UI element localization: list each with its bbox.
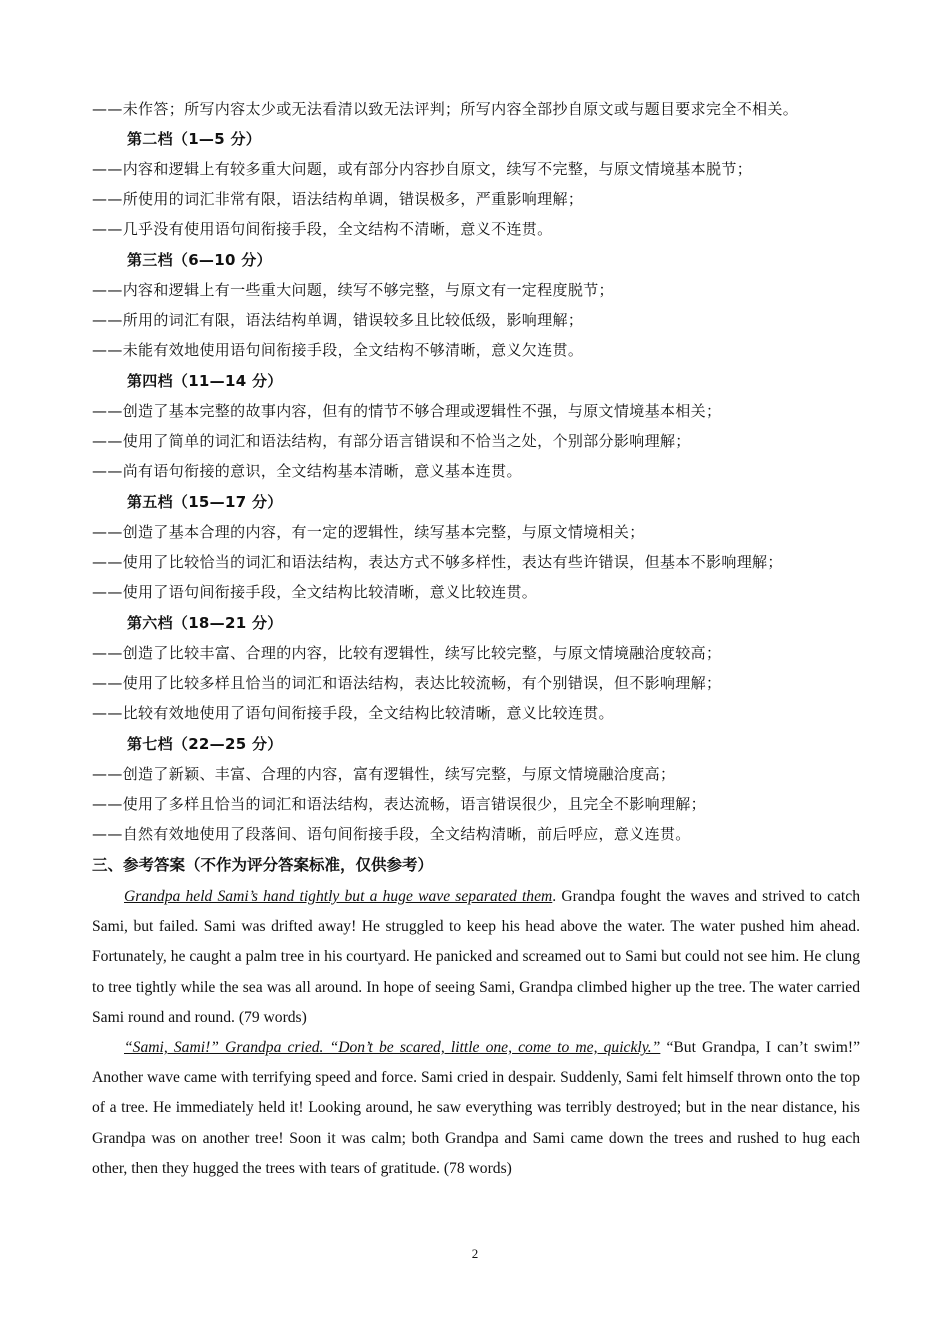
criteria-line: ——创造了比较丰富、合理的内容，比较有逻辑性，续写比较完整，与原文情境融洽度较高； bbox=[92, 644, 722, 662]
tier-heading-2: 第二档（1—5 分） bbox=[127, 130, 262, 148]
tier-heading-4: 第四档（11—14 分） bbox=[127, 372, 283, 390]
tier-heading-3: 第三档（6—10 分） bbox=[127, 251, 272, 269]
criteria-line: ——自然有效地使用了段落间、语句间衔接手段，全文结构清晰，前后呼应，意义连贯。 bbox=[92, 825, 691, 843]
paragraph-body: . Grandpa fought the waves and strived to catch Sami, but failed. Sami was drifted away! He struggled to keep his head above the water. The water pushed him ahead. Fortunately, he caught a palm tree in his courtyard. He panicked and screamed out to Sami but could not see him. He clung to tree tightly while the sea was all around. In hope of seeing Sami, Grandpa climbed higher up the tree. The water carried Sami round and round. (79 words) bbox=[92, 888, 860, 1026]
criteria-line: ——未能有效地使用语句间衔接手段，全文结构不够清晰，意义欠连贯。 bbox=[92, 341, 584, 359]
reference-answer-paragraph-2 bbox=[92, 1033, 860, 1184]
criteria-line: ——创造了基本合理的内容，有一定的逻辑性，续写基本完整，与原文情境相关； bbox=[92, 523, 645, 541]
criteria-line-tier1: ——未作答；所写内容太少或无法看清以致无法评判；所写内容全部抄自原文或与题目要求完全不相关。 bbox=[92, 100, 799, 118]
criteria-line: ——使用了语句间衔接手段，全文结构比较清晰，意义比较连贯。 bbox=[92, 583, 538, 601]
criteria-line: ——尚有语句衔接的意识，全文结构基本清晰，意义基本连贯。 bbox=[92, 462, 522, 480]
criteria-line: ——使用了简单的词汇和语法结构，有部分语言错误和不恰当之处，个别部分影响理解； bbox=[92, 432, 691, 450]
reference-answer-paragraph-1 bbox=[92, 882, 860, 1033]
paragraph-opening-sentence: Grandpa held Sami’s hand tightly but a huge wave separated them bbox=[124, 888, 553, 905]
criteria-line: ——比较有效地使用了语句间衔接手段，全文结构比较清晰，意义比较连贯。 bbox=[92, 704, 614, 722]
tier-heading-5: 第五档（15—17 分） bbox=[127, 493, 283, 511]
criteria-line: ——几乎没有使用语句间衔接手段，全文结构不清晰，意义不连贯。 bbox=[92, 220, 553, 238]
page-number: 2 bbox=[471, 1246, 479, 1261]
criteria-line: ——所使用的词汇非常有限，语法结构单调，错误极多，严重影响理解； bbox=[92, 190, 584, 208]
paragraph-opening-sentence: “Sami, Sami!” Grandpa cried. “Don’t be scared, little one, come to me, quickly.” bbox=[124, 1039, 661, 1056]
criteria-line: ——创造了新颖、丰富、合理的内容，富有逻辑性，续写完整，与原文情境融洽度高； bbox=[92, 765, 676, 783]
criteria-line: ——创造了基本完整的故事内容，但有的情节不够合理或逻辑性不强，与原文情境基本相关； bbox=[92, 402, 722, 420]
criteria-line: ——所用的词汇有限，语法结构单调，错误较多且比较低级，影响理解； bbox=[92, 311, 584, 329]
criteria-line: ——内容和逻辑上有一些重大问题，续写不够完整，与原文有一定程度脱节； bbox=[92, 281, 614, 299]
section-heading: 三、参考答案（不作为评分答案标准，仅供参考） bbox=[92, 856, 434, 874]
tier-heading-6: 第六档（18—21 分） bbox=[127, 614, 283, 632]
paragraph-body: “But Grandpa, I can’t swim!” Another wave came with terrifying speed and force. Sami cried in despair. Suddenly, Sami felt himself thrown onto the top of a tree. He immediately held it! Looking around, he saw everything was terribly destroyed; but in the near distance, his Grandpa was on another tree! Soon it was calm; both Grandpa and Sami came down the trees and rushed to hug each other, then they hugged the trees with tears of gratitude. (78 words) bbox=[92, 1039, 861, 1177]
criteria-line: ——使用了多样且恰当的词汇和语法结构，表达流畅，语言错误很少，且完全不影响理解； bbox=[92, 795, 707, 813]
tier-heading-7: 第七档（22—25 分） bbox=[127, 735, 283, 753]
criteria-line: ——内容和逻辑上有较多重大问题，或有部分内容抄自原文，续写不完整，与原文情境基本脱节； bbox=[92, 160, 753, 178]
criteria-line: ——使用了比较多样且恰当的词汇和语法结构，表达比较流畅，有个别错误，但不影响理解； bbox=[92, 674, 722, 692]
criteria-line: ——使用了比较恰当的词汇和语法结构，表达方式不够多样性，表达有些许错误，但基本不影响理解； bbox=[92, 553, 783, 571]
